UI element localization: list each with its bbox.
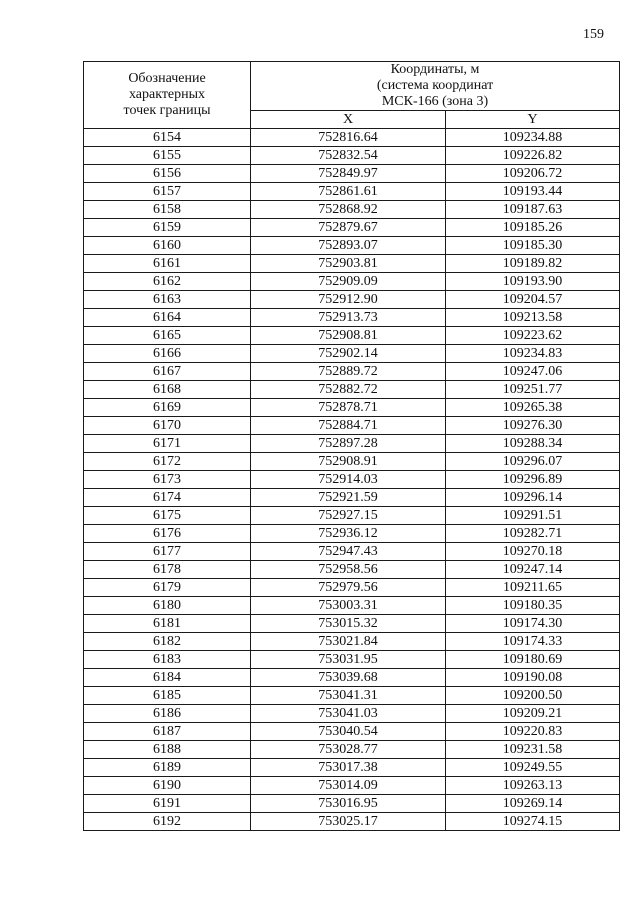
point-id-cell: 6191 [84,795,251,813]
x-coordinate-cell: 752936.12 [251,525,446,543]
point-id-cell: 6155 [84,147,251,165]
point-id-cell: 6190 [84,777,251,795]
point-header-line: характерных [128,87,206,102]
point-header-line: Обозначение [128,71,206,86]
point-id-cell: 6164 [84,309,251,327]
table-row [84,363,620,381]
x-coordinate-cell: 752908.91 [251,453,446,471]
point-id-cell: 6178 [84,561,251,579]
y-coordinate-cell: 109263.13 [446,777,620,795]
y-coordinate-cell: 109231.58 [446,741,620,759]
table-row [84,237,620,255]
table-row [84,777,620,795]
x-coordinate-cell: 752889.72 [251,363,446,381]
table-row [84,345,620,363]
point-id-cell: 6186 [84,705,251,723]
point-id-cell: 6157 [84,183,251,201]
table-row [84,723,620,741]
table-row [84,669,620,687]
point-id-cell: 6159 [84,219,251,237]
table-row [84,489,620,507]
table-row [84,651,620,669]
x-coordinate-cell: 752902.14 [251,345,446,363]
point-id-cell: 6165 [84,327,251,345]
y-coordinate-cell: 109296.14 [446,489,620,507]
point-id-cell: 6175 [84,507,251,525]
x-coordinate-cell: 752958.56 [251,561,446,579]
y-coordinate-cell: 109296.07 [446,453,620,471]
table-row [84,183,620,201]
table-row [84,327,620,345]
point-id-cell: 6187 [84,723,251,741]
table-row [84,399,620,417]
x-coordinate-cell: 753031.95 [251,651,446,669]
y-coordinate-cell: 109223.62 [446,327,620,345]
table-row [84,471,620,489]
table-row [84,741,620,759]
x-coordinate-cell: 752979.56 [251,579,446,597]
x-coordinate-cell: 752868.92 [251,201,446,219]
x-coordinate-cell: 752908.81 [251,327,446,345]
y-coordinate-cell: 109247.06 [446,363,620,381]
y-coordinate-cell: 109174.33 [446,633,620,651]
point-id-cell: 6179 [84,579,251,597]
point-id-cell: 6167 [84,363,251,381]
table-row [84,165,620,183]
x-coordinate-cell: 752947.43 [251,543,446,561]
point-id-cell: 6162 [84,273,251,291]
point-id-cell: 6189 [84,759,251,777]
x-coordinate-cell: 753021.84 [251,633,446,651]
y-coordinate-cell: 109249.55 [446,759,620,777]
point-id-cell: 6180 [84,597,251,615]
table-body [84,129,620,831]
table-row [84,201,620,219]
y-coordinate-cell: 109234.83 [446,345,620,363]
y-coordinate-cell: 109193.44 [446,183,620,201]
y-coordinate-cell: 109274.15 [446,813,620,831]
point-id-cell: 6158 [84,201,251,219]
coords-header-line: Координаты, м [390,62,480,77]
point-id-cell: 6182 [84,633,251,651]
point-id-cell: 6183 [84,651,251,669]
point-designation-header [84,62,251,129]
x-coordinate-cell: 752909.09 [251,273,446,291]
table-row [84,813,620,831]
y-coordinate-cell: 109282.71 [446,525,620,543]
y-coordinate-cell: 109174.30 [446,615,620,633]
y-coordinate-cell: 109193.90 [446,273,620,291]
coords-header-line: (система координат [376,78,494,93]
x-coordinate-cell: 752878.71 [251,399,446,417]
y-coordinate-cell: 109226.82 [446,147,620,165]
x-coordinate-cell: 753040.54 [251,723,446,741]
point-id-cell: 6166 [84,345,251,363]
x-coordinate-cell: 752861.61 [251,183,446,201]
y-coordinate-cell: 109187.63 [446,201,620,219]
coordinates-table [83,61,620,831]
table-row [84,795,620,813]
table-row [84,579,620,597]
x-coordinate-cell: 752884.71 [251,417,446,435]
y-column-header: Y [446,111,620,129]
point-id-cell: 6161 [84,255,251,273]
x-coordinate-cell: 752832.54 [251,147,446,165]
y-coordinate-cell: 109180.69 [446,651,620,669]
y-coordinate-cell: 109247.14 [446,561,620,579]
y-coordinate-cell: 109269.14 [446,795,620,813]
y-coordinate-cell: 109234.88 [446,129,620,147]
x-coordinate-cell: 752879.67 [251,219,446,237]
point-id-cell: 6173 [84,471,251,489]
y-coordinate-cell: 109185.26 [446,219,620,237]
y-coordinate-cell: 109265.38 [446,399,620,417]
table-row [84,507,620,525]
table-row [84,597,620,615]
point-id-cell: 6171 [84,435,251,453]
x-coordinate-cell: 752893.07 [251,237,446,255]
x-coordinate-cell: 752927.15 [251,507,446,525]
x-coordinate-cell: 753015.32 [251,615,446,633]
point-id-cell: 6177 [84,543,251,561]
table-row [84,129,620,147]
table-row [84,273,620,291]
x-coordinate-cell: 752849.97 [251,165,446,183]
y-coordinate-cell: 109200.50 [446,687,620,705]
point-header-line: точек границы [123,103,211,118]
point-id-cell: 6170 [84,417,251,435]
x-coordinate-cell: 753003.31 [251,597,446,615]
x-coordinate-cell: 752914.03 [251,471,446,489]
table-row [84,453,620,471]
y-coordinate-cell: 109270.18 [446,543,620,561]
x-coordinate-cell: 753028.77 [251,741,446,759]
x-coordinate-cell: 752897.28 [251,435,446,453]
point-id-cell: 6185 [84,687,251,705]
point-id-cell: 6181 [84,615,251,633]
table-row [84,291,620,309]
x-column-header: X [251,111,446,129]
table-row [84,381,620,399]
table-row [84,525,620,543]
point-id-cell: 6169 [84,399,251,417]
point-id-cell: 6156 [84,165,251,183]
x-coordinate-cell: 752913.73 [251,309,446,327]
y-coordinate-cell: 109190.08 [446,669,620,687]
table-row [84,543,620,561]
table-row [84,633,620,651]
point-id-cell: 6188 [84,741,251,759]
point-id-cell: 6192 [84,813,251,831]
y-coordinate-cell: 109288.34 [446,435,620,453]
point-id-cell: 6174 [84,489,251,507]
point-id-cell: 6176 [84,525,251,543]
y-coordinate-cell: 109206.72 [446,165,620,183]
point-id-cell: 6184 [84,669,251,687]
point-id-cell: 6160 [84,237,251,255]
x-coordinate-cell: 753025.17 [251,813,446,831]
table-row [84,255,620,273]
y-coordinate-cell: 109276.30 [446,417,620,435]
y-coordinate-cell: 109291.51 [446,507,620,525]
x-coordinate-cell: 752912.90 [251,291,446,309]
table-row [84,435,620,453]
table-row [84,309,620,327]
y-coordinate-cell: 109211.65 [446,579,620,597]
coordinates-header [251,62,620,111]
x-coordinate-cell: 752921.59 [251,489,446,507]
point-id-cell: 6168 [84,381,251,399]
point-id-cell: 6154 [84,129,251,147]
y-coordinate-cell: 109209.21 [446,705,620,723]
x-coordinate-cell: 753017.38 [251,759,446,777]
x-coordinate-cell: 753041.31 [251,687,446,705]
point-id-cell: 6163 [84,291,251,309]
x-coordinate-cell: 753016.95 [251,795,446,813]
table-row [84,759,620,777]
table-row [84,705,620,723]
x-coordinate-cell: 753014.09 [251,777,446,795]
page-number: 159 [583,27,604,42]
table-row [84,147,620,165]
y-coordinate-cell: 109180.35 [446,597,620,615]
table-row [84,417,620,435]
table-header [84,62,620,129]
x-coordinate-cell: 752882.72 [251,381,446,399]
x-coordinate-cell: 752816.64 [251,129,446,147]
y-coordinate-cell: 109220.83 [446,723,620,741]
x-coordinate-cell: 753039.68 [251,669,446,687]
y-coordinate-cell: 109251.77 [446,381,620,399]
point-id-cell: 6172 [84,453,251,471]
table-row [84,561,620,579]
coords-header-line: МСК-166 (зона 3) [381,94,489,109]
table-row [84,615,620,633]
y-coordinate-cell: 109213.58 [446,309,620,327]
table-row [84,687,620,705]
y-coordinate-cell: 109296.89 [446,471,620,489]
x-coordinate-cell: 752903.81 [251,255,446,273]
x-coordinate-cell: 753041.03 [251,705,446,723]
y-coordinate-cell: 109189.82 [446,255,620,273]
y-coordinate-cell: 109185.30 [446,237,620,255]
y-coordinate-cell: 109204.57 [446,291,620,309]
table-row [84,219,620,237]
